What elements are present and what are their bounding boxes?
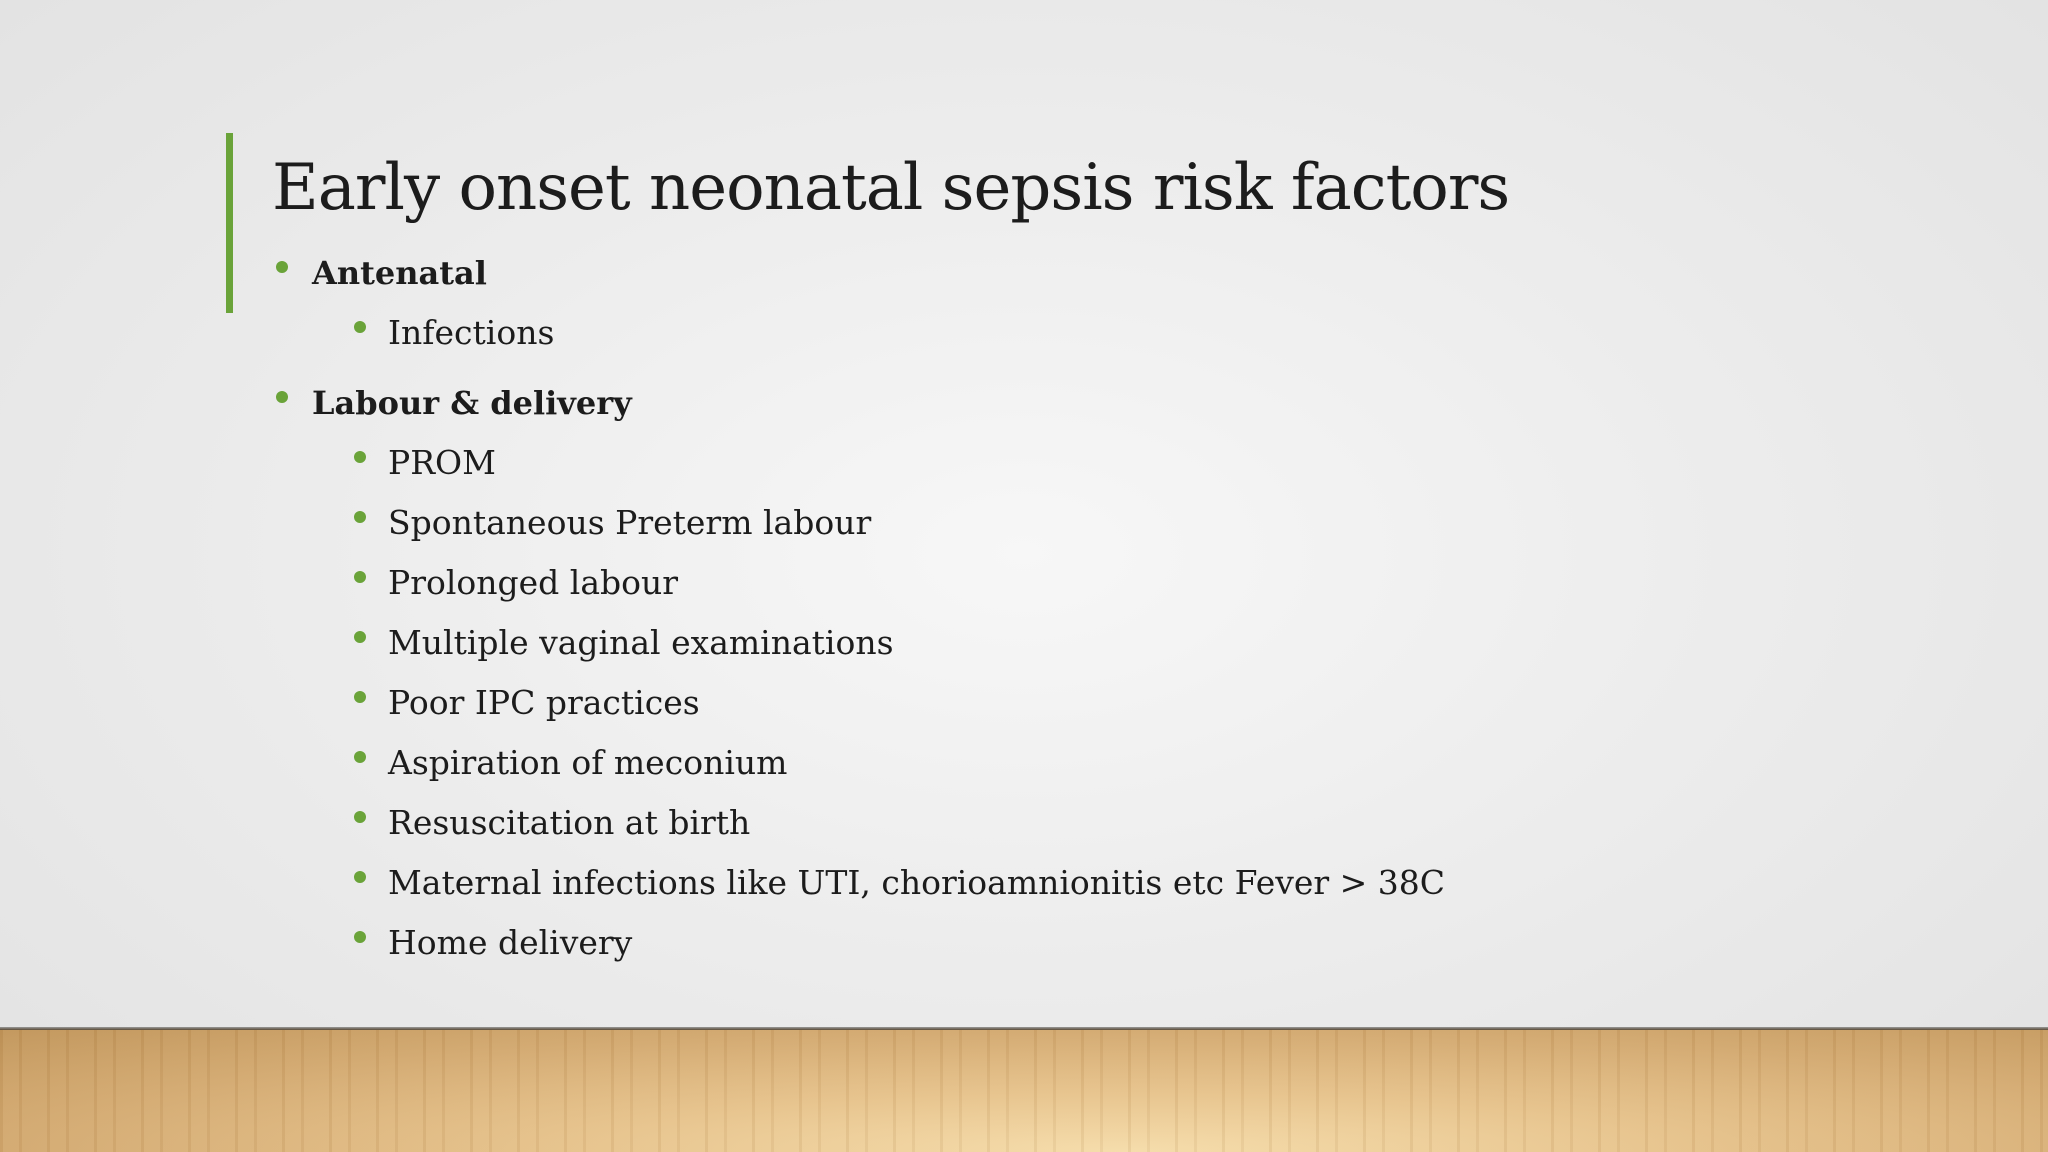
list-item-label: Home delivery xyxy=(388,923,633,962)
bullet-dot-icon xyxy=(354,871,366,883)
list-item-label: Aspiration of meconium xyxy=(388,743,788,782)
section-heading-label: Labour & delivery xyxy=(312,384,632,422)
bullet-dot-icon xyxy=(354,571,366,583)
bullet-dot-icon xyxy=(354,451,366,463)
bullet-dot-icon xyxy=(354,321,366,333)
title-accent-bar xyxy=(226,133,233,313)
bullet-dot-icon xyxy=(354,931,366,943)
bullet-dot-icon xyxy=(354,511,366,523)
list-item-label: Infections xyxy=(388,313,555,352)
list-item-label: Prolonged labour xyxy=(388,563,679,602)
wood-floor-background xyxy=(0,1030,2048,1152)
bullet-dot-icon xyxy=(354,691,366,703)
bullet-dot-icon xyxy=(354,811,366,823)
bullet-dot-icon xyxy=(354,751,366,763)
bullet-dot-icon xyxy=(276,391,288,403)
list-item-label: Resuscitation at birth xyxy=(388,803,751,842)
slide-title: Early onset neonatal sepsis risk factors xyxy=(272,151,1510,225)
list-item-label: Spontaneous Preterm labour xyxy=(388,503,872,542)
list-item-label: Maternal infections like UTI, chorioamnionitis etc Fever > 38C xyxy=(388,863,1446,902)
section-heading-label: Antenatal xyxy=(312,254,487,292)
list-item-label: PROM xyxy=(388,443,496,482)
list-item-label: Multiple vaginal examinations xyxy=(388,623,894,662)
bullet-dot-icon xyxy=(354,631,366,643)
bullet-dot-icon xyxy=(276,261,288,273)
list-item-label: Poor IPC practices xyxy=(388,683,700,722)
